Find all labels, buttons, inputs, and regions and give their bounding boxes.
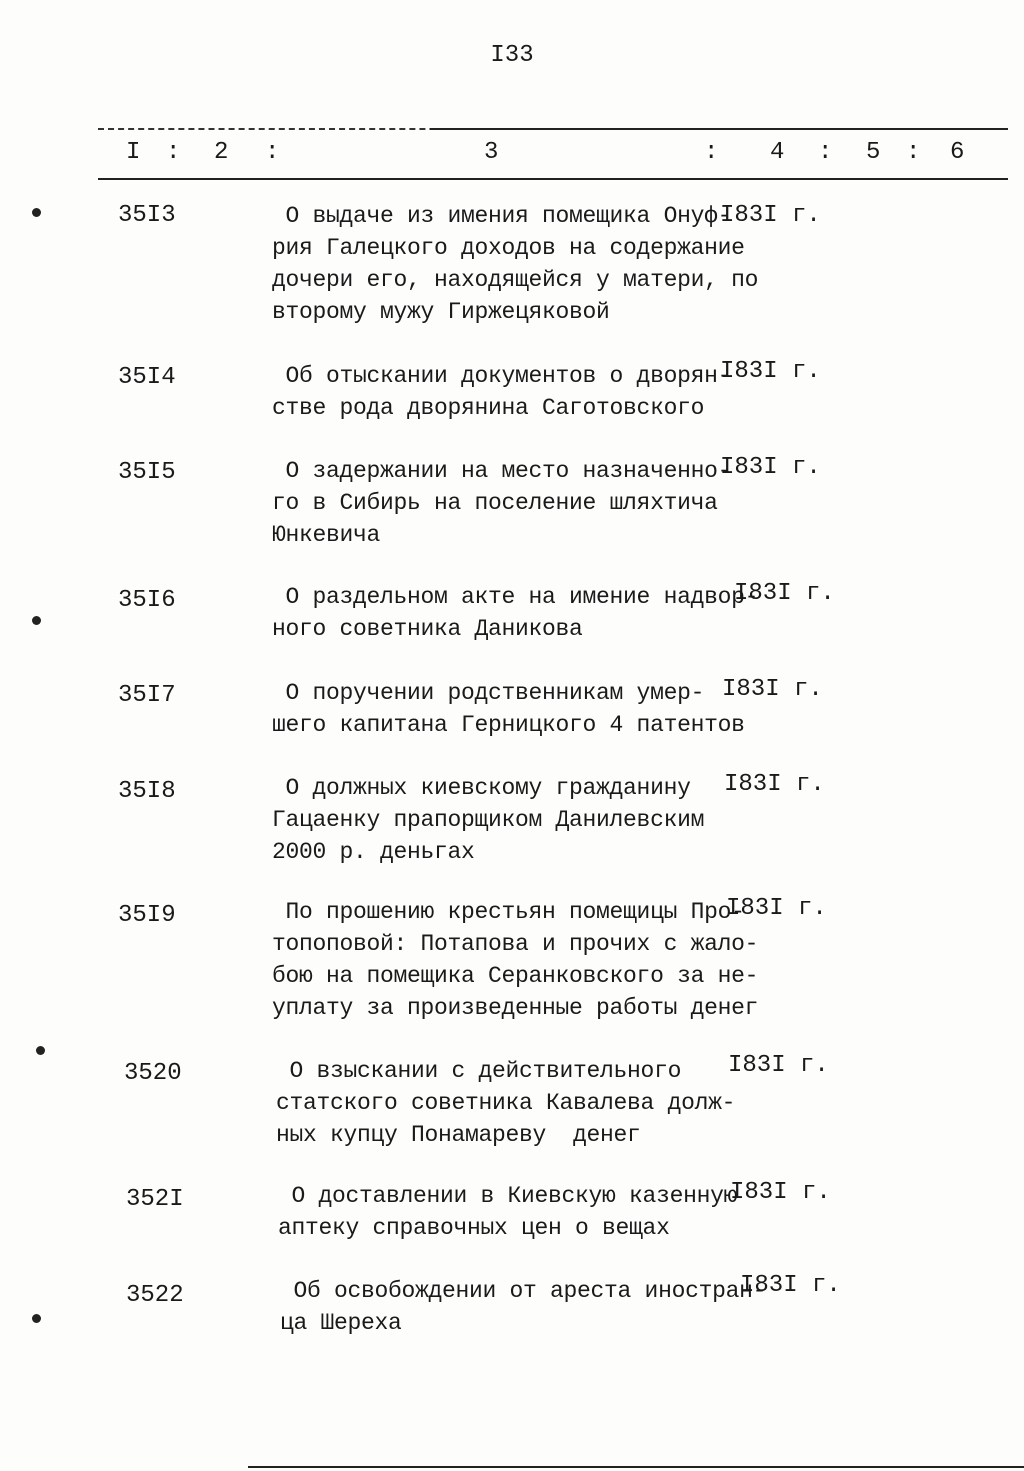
case-number: 35I6 <box>118 587 176 614</box>
header-sep-1: : <box>166 139 181 166</box>
case-title: О должных киевскому гражданину Гацаенку прапорщиком Данилевским 2000 р. деньгах <box>272 775 705 865</box>
header-col-3: 3 <box>484 139 499 166</box>
header-sep-2: : <box>265 139 280 166</box>
punch-hole <box>36 1046 45 1055</box>
case-title: О доставлении в Киевскую казенную аптеку справочных цен о вещах <box>278 1183 738 1241</box>
header-col-6: 6 <box>950 139 965 166</box>
punch-hole <box>32 1314 41 1323</box>
header-sep-5: : <box>906 139 921 166</box>
table-top-rule <box>430 128 1008 130</box>
case-date: I83I г. <box>726 895 827 922</box>
case-number: 35I8 <box>118 778 176 805</box>
case-title: О поручении родственникам умер- шего капитана Герницкого 4 патентов <box>272 680 745 738</box>
case-date: I83I г. <box>722 676 823 703</box>
case-number: 35I5 <box>118 459 176 486</box>
header-sep-3: : <box>704 139 719 166</box>
case-date: I83I г. <box>720 202 821 229</box>
header-col-2: 2 <box>214 139 229 166</box>
page-number: I33 <box>490 42 534 69</box>
case-title: О взыскании с действительного статского советника Кавалева долж- ных купцу Понамареву денег <box>276 1058 736 1148</box>
case-number: 35I9 <box>118 902 176 929</box>
case-title: Об освобождении от ареста иностран- ца Шереха <box>280 1278 767 1336</box>
case-date: I83I г. <box>720 454 821 481</box>
header-col-4: 4 <box>770 139 785 166</box>
case-title: О задержании на место назначенно- го в Сибирь на поселение шляхтича Юнкевича <box>272 458 732 548</box>
case-number: 35I7 <box>118 682 176 709</box>
table-header-rule <box>98 178 1008 180</box>
case-title: Об отыскании документов о дворян- стве рода дворянина Саготовского <box>272 363 732 421</box>
case-title: О выдаче из имения помещика Онуф- рия Галецкого доходов на содержание дочери его, находящейся у матери, по второму мужу Гиржецяковой <box>272 203 759 325</box>
case-date: I83I г. <box>734 580 835 607</box>
case-number: 35I3 <box>118 202 176 229</box>
punch-hole <box>32 616 41 625</box>
case-date: I83I г. <box>728 1052 829 1079</box>
header-col-1: I <box>126 139 141 166</box>
header-sep-4: : <box>818 139 833 166</box>
case-date: I83I г. <box>740 1272 841 1299</box>
case-number: 3522 <box>126 1282 184 1309</box>
case-number: 35I4 <box>118 364 176 391</box>
case-date: I83I г. <box>724 771 825 798</box>
punch-hole <box>32 208 41 217</box>
case-number: 3520 <box>124 1060 182 1087</box>
case-number: 352I <box>126 1186 184 1213</box>
header-col-5: 5 <box>866 139 881 166</box>
case-title: По прошению крестьян помещицы Про- топоповой: Потапова и прочих с жало- бою на помещика Серанковского за не- уплату за произведенные работы денег <box>272 899 759 1021</box>
footer-rule <box>248 1466 1024 1468</box>
case-title: О раздельном акте на имение надвор- ного советника Даникова <box>272 584 759 642</box>
case-date: I83I г. <box>730 1179 831 1206</box>
case-date: I83I г. <box>720 358 821 385</box>
